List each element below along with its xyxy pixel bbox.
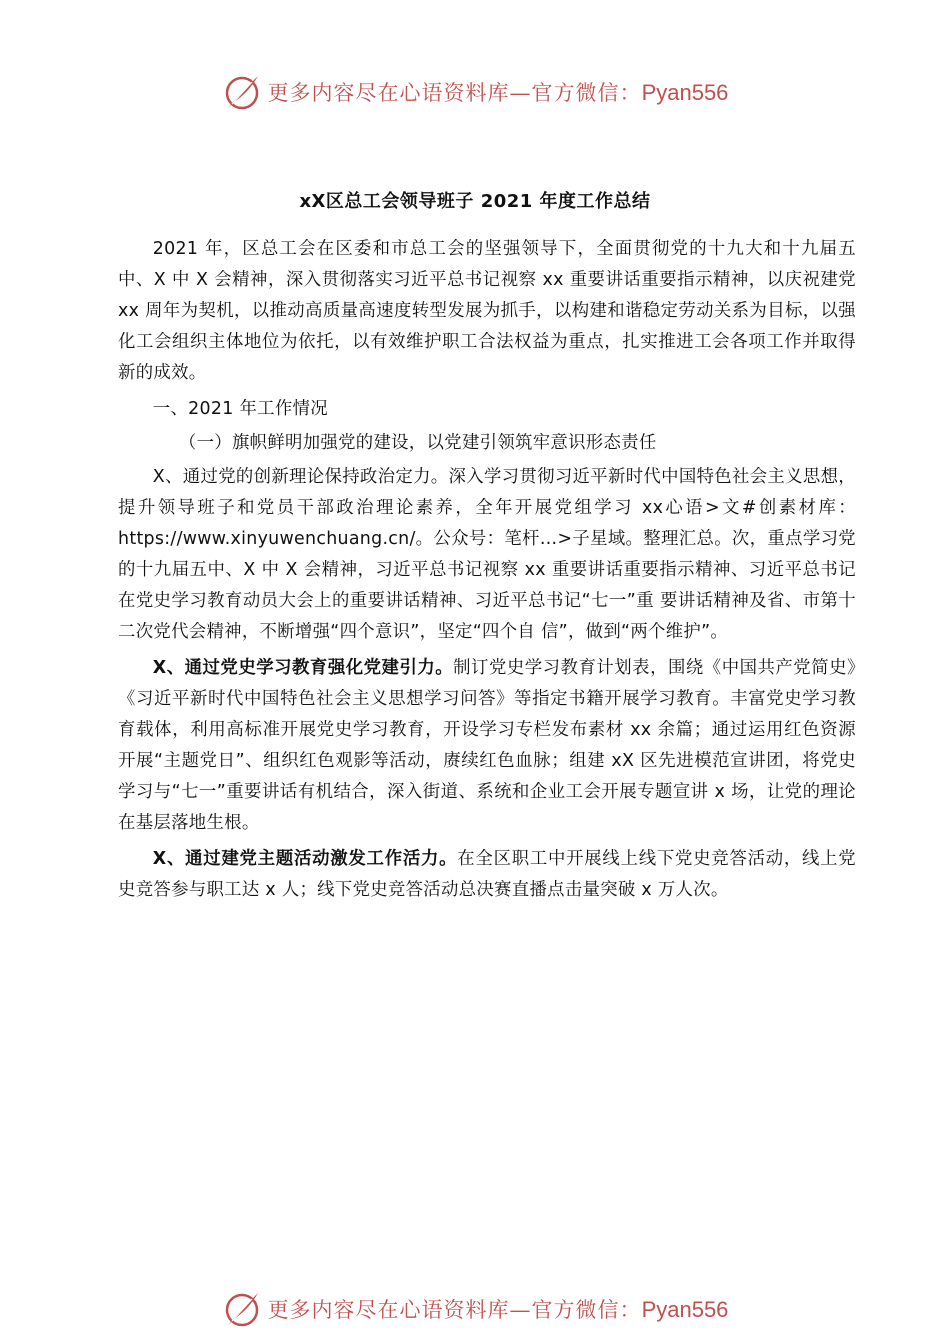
header-watermark xyxy=(0,70,950,114)
document-title: xX区总工会领导班子 2021 年度工作总结 xyxy=(299,191,651,212)
paragraph-theory: X、通过党的创新理论保持政治定力。深入学习贯彻习近平新时代中国特色社会主义思想，提升领导班子和党员干部政治理论素养，全年开展党组学习 xx心语>文#创素材库：https://www.xinyuwenchuang.cn/。公众号：笔杆…>子星域。整理汇总。次，重点学习党的十九届五中、X 中 X 会精神，习近平总书记视察 xx 重要讲话重要指示精神、习近平总书记在党史学习教育动员大会上的重要讲话精神、习近平总书记“七一”重 要讲话精神及省、市第十二次党代会精神，不断增强“四个意识”，坚定“四个自 信”，做到“两个维护”。 xyxy=(118,467,856,642)
section-heading: 一、2021 年工作情况 xyxy=(152,399,328,419)
paragraph-theme-activities xyxy=(118,844,856,906)
paragraph-party-history xyxy=(118,653,856,839)
watermark-text: 更多内容尽在心语资料库—官方微信：Pyan556 xyxy=(267,1297,729,1322)
paragraph-lead: X、通过党史学习教育强化党建引力。 xyxy=(152,658,454,678)
watermark-wechat-id: Pyan556 xyxy=(641,80,729,105)
paragraph-text: 制订党史学习教育计划表，围绕《中国共产党简史》《习近平新时代中国特色社会主义思想学习问答》等指定书籍开展学习教育。丰富党史学习教育载体，利用高标准开展党史学习教育，开设学习专栏发布素材 xx 余篇；通过运用红色资源开展“主题党日”、组织红色观影等活动，赓续红色血脉；组建 xX 区先进模范宣讲团，将党史学习与“七一”重要讲话有机结合，深入街道、系统和企业工会开展专题宣讲 x 场，让党的理论在基层落地生根。 xyxy=(118,658,856,833)
footer-watermark xyxy=(0,1287,950,1331)
watermark-wechat-id: Pyan556 xyxy=(641,1297,729,1322)
paragraph-text: 在全区职工中开展线上线下党史竞答活动，线上党史竞答参与职工达 x 人；线下党史竞答活动总决赛直播点击量突破 x 万人次。 xyxy=(118,849,857,900)
watermark-text: 更多内容尽在心语资料库—官方微信：Pyan556 xyxy=(267,80,729,105)
subsection-heading: （一）旗帜鲜明加强党的建设，以党建引领筑牢意识形态责任 xyxy=(178,433,657,453)
document-body xyxy=(118,234,856,911)
paragraph-lead: X、通过建党主题活动激发工作活力。 xyxy=(152,849,458,869)
feather-logo-icon xyxy=(222,1289,262,1329)
intro-paragraph: 2021 年，区总工会在区委和市总工会的坚强领导下，全面贯彻党的十九大和十九届五中、X 中 X 会精神，深入贯彻落实习近平总书记视察 xx 重要讲话重要指示精神，以庆祝建党 xx 周年为契机，以推动高质量高速度转型发展为抓手，以构建和谐稳定劳动关系为目标，以强化工会组织主体地位为依托，以有效维护职工合法权益为重点，扎实推进工会各项工作并取得新的成效。 xyxy=(118,239,856,383)
feather-logo-icon xyxy=(222,72,262,112)
